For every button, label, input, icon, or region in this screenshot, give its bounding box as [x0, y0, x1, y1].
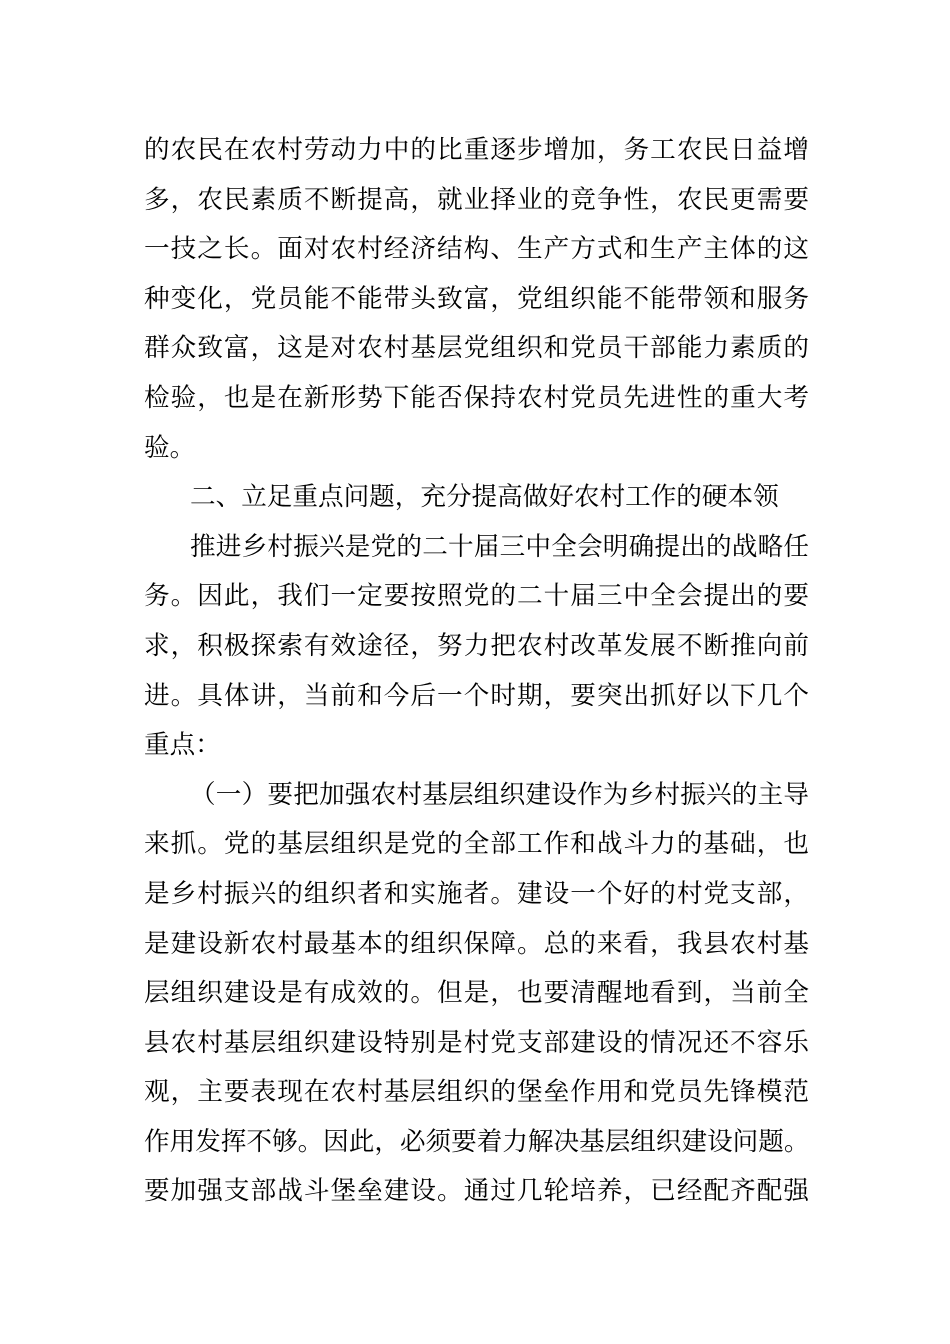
- text-line: （一）要把加强农村基层组织建设作为乡村振兴的主导: [190, 779, 809, 810]
- text-line: 层组织建设是有成效的。但是，也要清醒地看到，当前全: [144, 978, 809, 1009]
- text-line: 县农村基层组织建设特别是村党支部建设的情况还不容乐: [144, 1027, 809, 1058]
- paragraph-rural-revitalization: [144, 523, 809, 771]
- text-line: 一技之长。面对农村经济结构、生产方式和生产主体的这: [144, 234, 809, 265]
- text-line: 推进乡村振兴是党的二十届三中全会明确提出的战略任: [190, 531, 809, 562]
- text-line: 验。: [144, 432, 196, 463]
- text-line: 检验，也是在新形势下能否保持农村党员先进性的重大考: [144, 382, 809, 413]
- text-line: 种变化，党员能不能带头致富，党组织能不能带领和服务: [144, 283, 809, 314]
- text-line: 作用发挥不够。因此，必须要着力解决基层组织建设问题。: [144, 1126, 810, 1157]
- section-heading: 二、立足重点问题，充分提高做好农村工作的硬本领: [190, 482, 779, 513]
- text-line: 群众致富，这是对农村基层党组织和党员干部能力素质的: [144, 333, 809, 364]
- section-heading-2: [144, 473, 809, 523]
- text-line: 是建设新农村最基本的组织保障。总的来看，我县农村基: [144, 928, 809, 959]
- paragraph-grassroots-organization: [144, 771, 809, 1217]
- text-line: 是乡村振兴的组织者和实施者。建设一个好的村党支部，: [144, 878, 809, 909]
- paragraph-rural-labor: [144, 126, 809, 473]
- text-line: 务。因此，我们一定要按照党的二十届三中全会提出的要: [144, 581, 809, 612]
- text-line: 来抓。党的基层组织是党的全部工作和战斗力的基础，也: [144, 829, 809, 860]
- text-line: 求，积极探索有效途径，努力把农村改革发展不断推向前: [144, 630, 809, 661]
- text-line: 多，农民素质不断提高，就业择业的竞争性，农民更需要: [144, 184, 809, 215]
- text-line: 要加强支部战斗堡垒建设。通过几轮培养，已经配齐配强: [144, 1176, 809, 1207]
- text-line: 重点：: [144, 730, 221, 761]
- text-line: 观，主要表现在农村基层组织的堡垒作用和党员先锋模范: [144, 1077, 809, 1108]
- text-line: 进。具体讲，当前和今后一个时期，要突出抓好以下几个: [144, 680, 809, 711]
- document-body: [144, 126, 809, 1217]
- text-line: 的农民在农村劳动力中的比重逐步增加，务工农民日益增: [144, 135, 809, 165]
